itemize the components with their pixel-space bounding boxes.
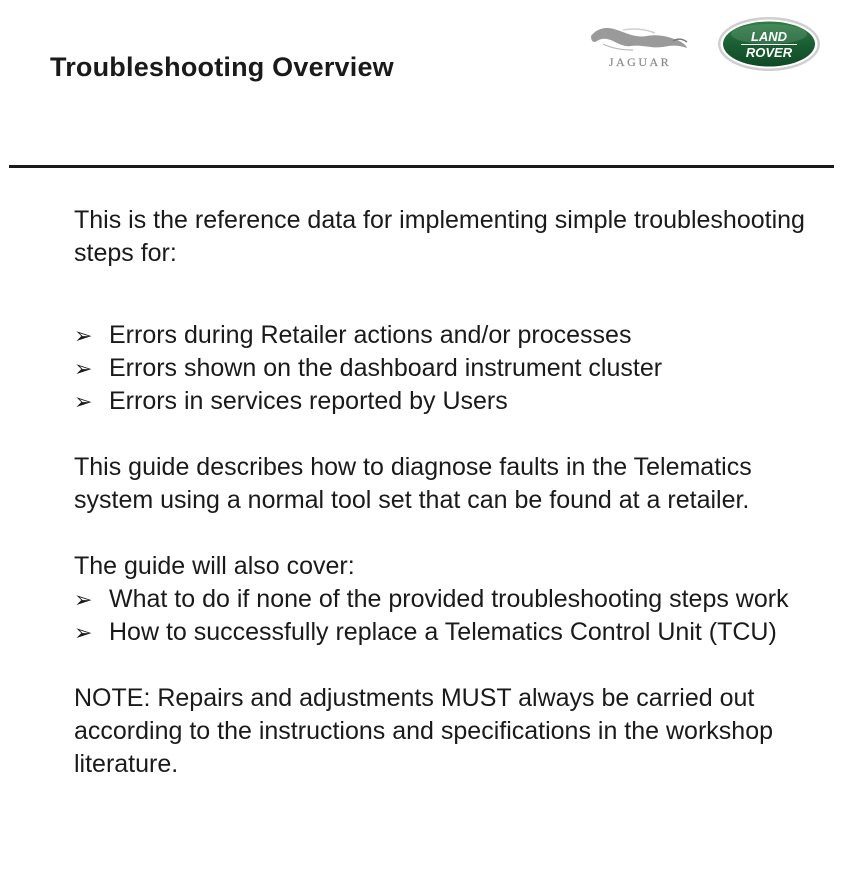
svg-text:LAND: LAND <box>750 29 788 44</box>
list-item-text: What to do if none of the provided troubleshooting steps work <box>109 585 789 613</box>
list-item-text: Errors shown on the dashboard instrument cluster <box>109 354 663 382</box>
guide-description: This guide describes how to diagnose faults in the Telematics system using a normal tool set that can be found at a retailer. <box>74 453 752 514</box>
list-item <box>74 583 814 616</box>
list-item <box>74 319 814 352</box>
jaguar-logo <box>583 14 693 72</box>
note-text: NOTE: Repairs and adjustments MUST always be carried out according to the instructions and specifications in the workshop literature. <box>74 684 773 778</box>
cover-list <box>74 583 814 649</box>
arrowhead-bullet-icon: ➢ <box>74 587 93 612</box>
list-item <box>74 385 814 418</box>
land-rover-logo <box>717 16 821 72</box>
list-item-text: Errors in services reported by Users <box>109 387 508 415</box>
arrowhead-bullet-icon: ➢ <box>74 389 93 414</box>
scope-list <box>74 319 814 418</box>
header-divider <box>9 165 834 168</box>
list-item <box>74 352 814 385</box>
cover-heading: The guide will also cover: <box>74 552 355 580</box>
intro-text: This is the reference data for implementing simple troubleshooting steps for: <box>74 206 805 267</box>
arrowhead-bullet-icon: ➢ <box>74 356 93 381</box>
svg-text:ROVER: ROVER <box>745 45 793 60</box>
arrowhead-bullet-icon: ➢ <box>74 323 93 348</box>
jaguar-wordmark: JAGUAR <box>608 55 672 69</box>
overview-body <box>74 204 814 781</box>
list-item <box>74 616 814 649</box>
list-item-text: How to successfully replace a Telematics Control Unit (TCU) <box>109 618 777 646</box>
list-item-text: Errors during Retailer actions and/or processes <box>109 321 632 349</box>
page-title: Troubleshooting Overview <box>50 52 394 82</box>
arrowhead-bullet-icon: ➢ <box>74 620 93 645</box>
